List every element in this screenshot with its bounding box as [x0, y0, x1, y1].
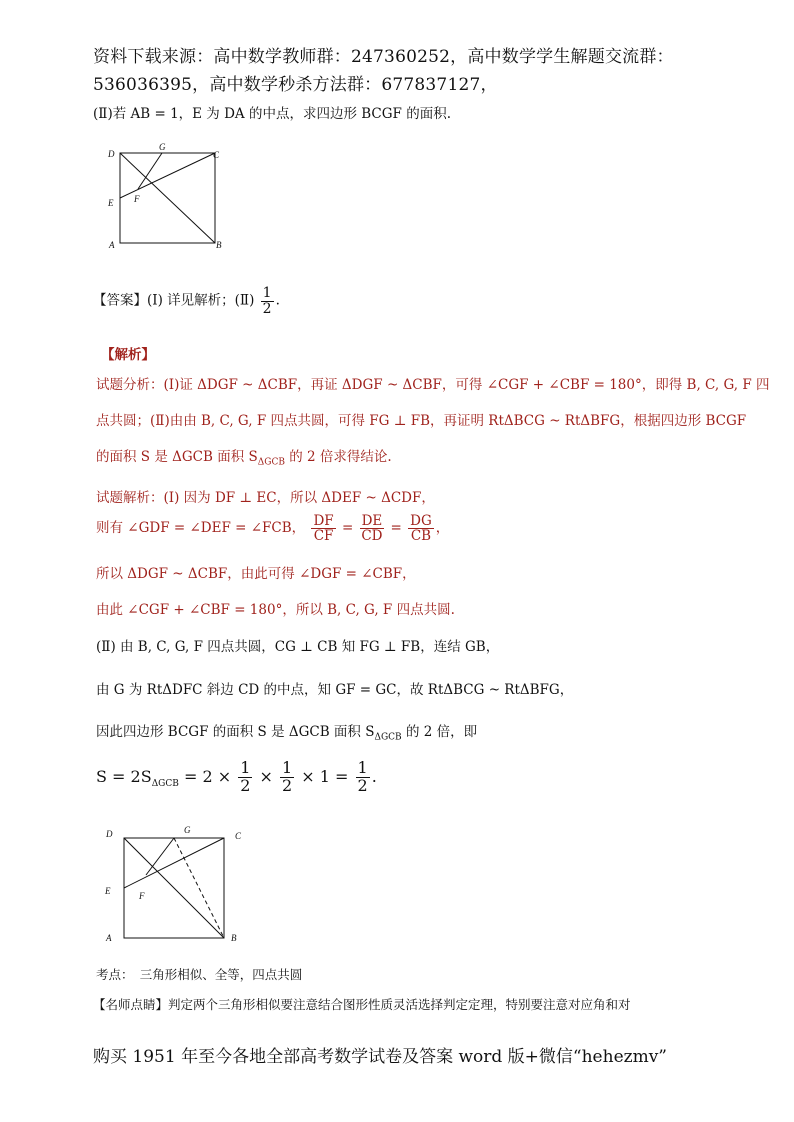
detail-line-2: 则有 ∠GDF = ∠DEF = ∠FCB， $\frac{DF}{CF}$ = $\frac{DE}{CD}$ = $\frac{DG}{CB}$ ， — [96, 513, 450, 545]
answer-suffix: . — [275, 292, 280, 309]
answer-prefix: 【答案】(Ⅰ) 详见解析；(Ⅱ) — [93, 292, 255, 309]
eq-frac-3 — [356, 760, 370, 795]
fig1-label-d: D — [108, 149, 115, 159]
analysis-title: 【解析】 — [101, 347, 155, 363]
detail-line-2-prefix: 则有 ∠GDF = ∠DEF = ∠FCB， — [96, 520, 306, 537]
detail-line-2-suffix: ， — [435, 520, 450, 537]
footer-line: 购买 1951 年至今各地全部高考数学试卷及答案 word 版+微信“hehezmv” — [93, 1047, 667, 1067]
analysis-line-3-end: 的 2 倍求得结论. — [284, 449, 392, 465]
fig2-label-b: B — [231, 933, 237, 943]
area-equation — [96, 760, 377, 795]
eq-frac-3-den: 2 — [357, 775, 368, 795]
kaodian-line: 考点： 三角形相似、全等，四点共圆 — [96, 967, 303, 982]
eq-tail: × 1 = — [296, 766, 354, 786]
analysis-line-3-sub: ΔGCB — [257, 457, 285, 468]
detail-frac-1 — [311, 514, 335, 543]
detail-frac-1-num: DF — [313, 513, 334, 529]
detail-frac-3-den: CB — [410, 528, 432, 545]
fig2-label-d: D — [106, 829, 113, 839]
eq-frac-1 — [238, 760, 252, 795]
fig1-label-g: G — [159, 142, 166, 152]
eq-frac-1-den: 2 — [240, 775, 251, 795]
fig1-label-b: B — [216, 240, 222, 250]
eq-times-1: × — [254, 766, 278, 786]
eq-mid: = 2 × — [178, 766, 237, 786]
fig2-label-g: G — [184, 825, 191, 835]
eq-frac-1-num: 1 — [240, 758, 251, 777]
detail-line-4: 由此 ∠CGF + ∠CBF = 180°，所以 B, C, G, F 四点共圆. — [96, 602, 455, 618]
detail-frac-2-den: CD — [361, 528, 383, 545]
answer-fraction — [261, 286, 274, 316]
detail-frac-1-den: CF — [313, 528, 334, 545]
eq-frac-3-num: 1 — [357, 758, 368, 777]
detail-frac-2 — [360, 514, 385, 543]
fig2-label-a: A — [106, 933, 112, 943]
answer-frac-num: 1 — [262, 285, 272, 301]
fig1-label-f: F — [134, 194, 140, 204]
question-part2: (Ⅱ)若 AB = 1，E 为 DA 的中点，求四边形 BCGF 的面积. — [93, 106, 451, 122]
fig1-label-e: E — [108, 198, 114, 208]
fig2-label-e: E — [105, 886, 111, 896]
eq-frac-2-num: 1 — [282, 758, 293, 777]
fig2-label-f: F — [139, 891, 145, 901]
part2-line-3-text: 因此四边形 BCGF 的面积 S 是 ΔGCB 面积 S — [96, 724, 375, 740]
analysis-line-3 — [96, 445, 392, 468]
eq-frac-2-den: 2 — [282, 775, 293, 795]
analysis-line-2: 点共圆；(Ⅱ)由由 B, C, G, F 四点共圆，可得 FG ⊥ FB，再证明 RtΔBCG ~ RtΔBFG，根据四边形 BCGF — [96, 413, 747, 429]
detail-line-3: 所以 ΔDGF ~ ΔCBF，由此可得 ∠DGF = ∠CBF， — [96, 566, 416, 582]
detail-frac-3 — [408, 514, 434, 543]
part2-line-3-sub: ΔGCB — [374, 732, 402, 743]
header-line-2: 536036395，高中数学秒杀方法群：677837127， — [93, 75, 498, 95]
tip-line: 【名师点睛】判定两个三角形相似要注意结合图形性质灵活选择判定定理，特别要注意对应角和对 — [93, 997, 631, 1012]
detail-frac-2-num: DE — [361, 513, 383, 529]
answer-line — [93, 286, 280, 316]
detail-line-1: 试题解析：(Ⅰ) 因为 DF ⊥ EC，所以 ΔDEF ~ ΔCDF， — [96, 490, 435, 506]
header-line-1: 资料下载来源：高中数学教师群：247360252，高中数学学生解题交流群： — [93, 47, 674, 67]
part2-line-1: (Ⅱ) 由 B, C, G, F 四点共圆，CG ⊥ CB 知 FG ⊥ FB，连结 GB， — [96, 639, 500, 655]
part2-line-2: 由 G 为 RtΔDFC 斜边 CD 的中点，知 GF = GC，故 RtΔBCG ~ RtΔBFG， — [96, 682, 574, 698]
detail-frac-3-num: DG — [410, 513, 432, 529]
eq-prefix: S = 2S — [96, 766, 152, 786]
fig2-label-c: C — [235, 831, 242, 841]
fig1-label-c: C — [213, 150, 220, 160]
eq-frac-2 — [280, 760, 294, 795]
eq-end: . — [371, 766, 377, 786]
part2-line-3-end: 的 2 倍，即 — [401, 724, 478, 740]
answer-frac-den: 2 — [262, 300, 272, 317]
figure-1 — [100, 140, 240, 255]
part2-line-3 — [96, 720, 477, 743]
eq-sub: ΔGCB — [151, 778, 179, 789]
fig1-label-a: A — [109, 240, 115, 250]
analysis-line-3-text: 的面积 S 是 ΔGCB 面积 S — [96, 449, 258, 465]
analysis-line-1: 试题分析：(Ⅰ)证 ΔDGF ~ ΔCBF，再证 ΔDGF ~ ΔCBF，可得 ∠CGF + ∠CBF = 180°，即得 B, C, G, F 四 — [96, 377, 770, 393]
figure-2 — [96, 820, 256, 950]
